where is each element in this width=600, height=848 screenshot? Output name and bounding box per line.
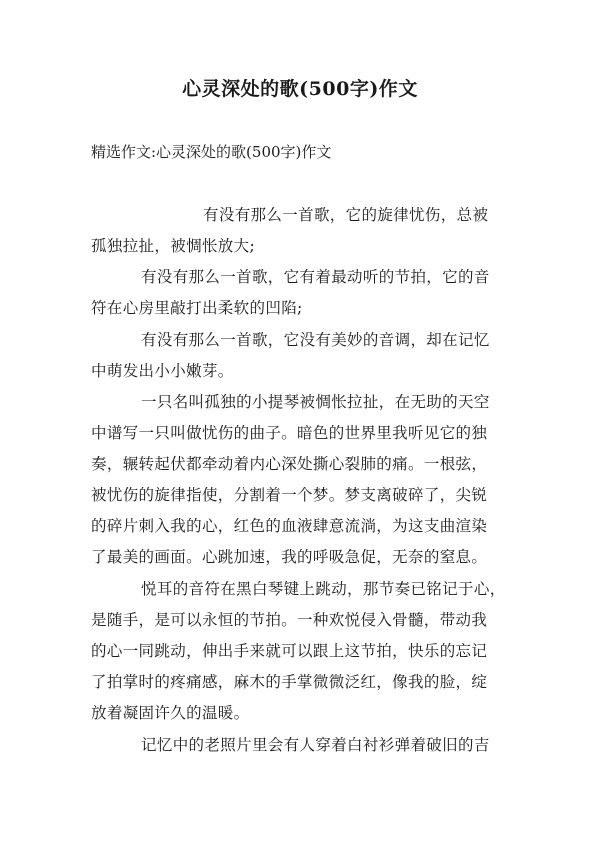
paragraph-3-line-2: 中萌发出小小嫩芽。 (91, 362, 234, 380)
paragraph-1-line-1: 有没有那么一首歌，它的旋律忧伤，总被 (203, 206, 489, 224)
paragraph-5-line-1: 悦耳的音符在黑白琴键上跳动，那节奏已铭记于心， (141, 580, 506, 598)
paragraph-4-line-1: 一只名叫孤独的小提琴被惆怅拉扯，在无助的天空 (141, 393, 490, 411)
document-title: 心灵深处的歌(500字)作文 (182, 78, 418, 100)
paragraph-4-line-5: 的碎片刺入我的心，红色的血液肆意流淌，为这支曲渲染 (91, 517, 488, 535)
paragraph-5-line-3: 的心一同跳动，伸出手来就可以跟上这节拍，快乐的忘记 (91, 642, 488, 660)
paragraph-5-line-2: 是随手，是可以永恒的节拍。一种欢悦侵入骨髓，带动我 (91, 611, 488, 629)
paragraph-1-line-2: 孤独拉扯，被惆怅放大; (91, 237, 256, 255)
document-subtitle: 精选作文:心灵深处的歌(500字)作文 (91, 143, 332, 161)
paragraph-5-line-4: 了拍掌时的疼痛感，麻木的手掌微微泛红，像我的脸，绽 (91, 673, 488, 691)
paragraph-4-line-6: 了最美的画面。心跳加速，我的呼吸急促，无奈的窒息。 (91, 548, 488, 566)
paragraph-4-line-2: 中谱写一只叫做忧伤的曲子。暗色的世界里我听见它的独 (91, 424, 488, 442)
paragraph-6-line-1: 记忆中的老照片里会有人穿着白衬衫弹着破旧的吉 (141, 736, 490, 754)
paragraph-2-line-2: 符在心房里敲打出柔软的凹陷; (91, 299, 303, 317)
paragraph-5-line-5: 放着凝固许久的温暖。 (91, 704, 250, 722)
paragraph-3-line-1: 有没有那么一首歌，它没有美妙的音调，却在记忆 (141, 331, 490, 349)
paragraph-4-line-3: 奏，辗转起伏都牵动着内心深处撕心裂肺的痛。一根弦， (91, 455, 488, 473)
paragraph-4-line-4: 被忧伤的旋律指使，分割着一个梦。梦支离破碎了，尖锐 (91, 486, 488, 504)
paragraph-2-line-1: 有没有那么一首歌，它有着最动听的节拍，它的音 (141, 268, 490, 286)
